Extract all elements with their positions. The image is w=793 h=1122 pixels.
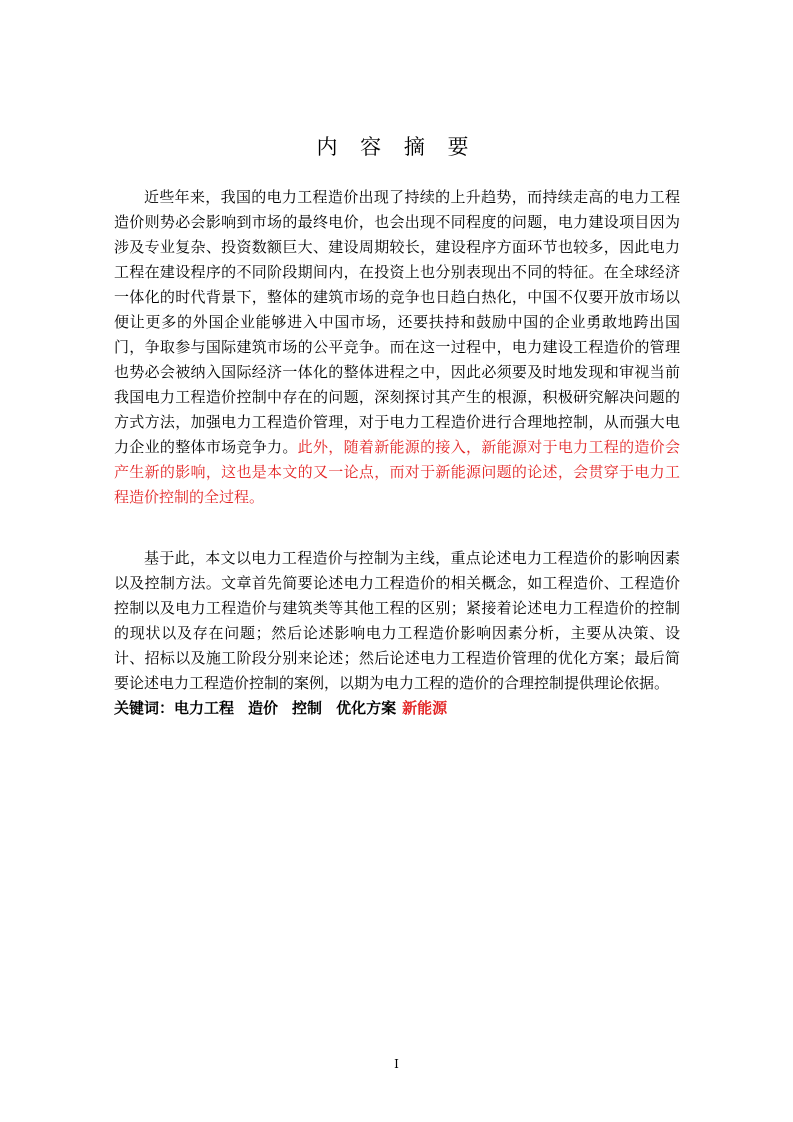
paragraph-1-highlight-text: 此外，随着新能源的接入，新能源对于电力工程的造价会产生新的影响，这也是本文的又一论点，而对于新能源问题的论述，会贯穿于电力工程造价控制的全过程。	[114, 438, 680, 506]
abstract-paragraph-2: 基于此，本文以电力工程造价与控制为主线，重点论述电力工程造价的影响因素以及控制方法。文章首先简要论述电力工程造价的相关概念，如工程造价、工程造价控制以及电力工程造价与建筑类等其他工程的区别；紧接着论述电力工程造价的控制的现状以及存在问题；然后论述影响电力工程造价影响因素分析，主要从决策、设计、招标以及施工阶段分别来论述；然后论述电力工程造价管理的优化方案；最后简要论述电力工程造价控制的案例，以期为电力工程的造价的合理控制提供理论依据。	[114, 549, 680, 692]
paragraph-1-text: 近些年来，我国的电力工程造价出现了持续的上升趋势，而持续走高的电力工程造价则势必会影响到市场的最终电价，也会出现不同程度的问题，电力建设项目因为涉及专业复杂、投资数额巨大、建设周期较长，建设程序方面环节也较多，因此电力工程在建设程序的不同阶段期间内，在投资上也分别表现出不同的特征。在全球经济一体化的时代背景下，整体的建筑市场的竞争也日趋白热化，中国不仅要开放市场以便让更多的外国企业能够进入中国市场，还要扶持和鼓励中国的企业勇敢地跨出国门，争取参与国际建筑市场的公平竞争。而在这一过程中，电力建设工程造价的管理也势必会被纳入国际经济一体化的整体进程之中，因此必须要及时地发现和审视当前我国电力工程造价控制中存在的问题，深刻探讨其产生的根源，积极研究解决问题的方式方法，加强电力工程造价管理，对于电力工程造价进行合理地控制，从而强大电力企业的整体市场竞争力。	[114, 188, 680, 456]
keywords-label: 关键词：	[114, 699, 175, 717]
keywords-line	[114, 697, 680, 719]
abstract-title: 内 容 摘 要	[316, 135, 477, 159]
keyword-highlight: 新能源	[402, 699, 448, 717]
page-number: I	[394, 1057, 399, 1071]
keyword-item: 优化方案	[336, 699, 397, 717]
keyword-item: 电力工程	[174, 699, 235, 717]
keyword-item: 控制	[292, 699, 323, 717]
abstract-paragraph-1	[114, 185, 680, 510]
keyword-item: 造价	[248, 699, 279, 717]
